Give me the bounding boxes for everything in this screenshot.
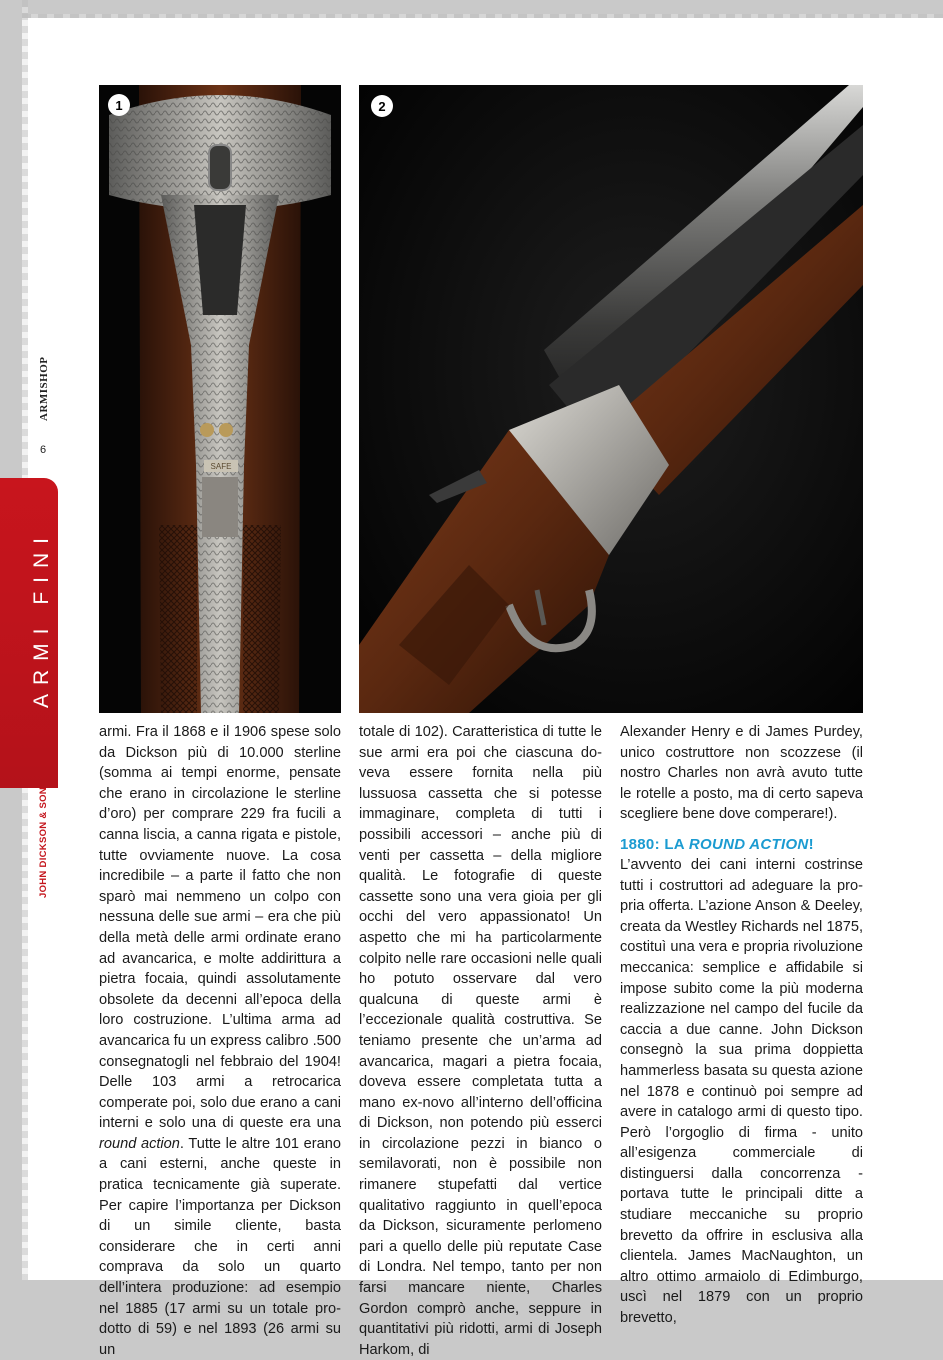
photo-number-1: 1 bbox=[108, 94, 130, 116]
section-label: ARMI FINI bbox=[30, 529, 53, 708]
col1-italic-term: round action bbox=[99, 1135, 180, 1152]
section-heading-round-action bbox=[620, 835, 863, 855]
heading-plain: 1880: LA bbox=[620, 835, 689, 853]
photo-gun-side bbox=[359, 85, 863, 713]
column-3-intro: Alexander Henry e di James Purdey, unico costruttore non scozzese (il nostro Charles non avrà avuto tutte le rotelle a posto, ma di certo sapeva scegliere bene dove comperare!). bbox=[620, 724, 863, 823]
article-column-2 bbox=[359, 722, 602, 1358]
page-number: 6 bbox=[40, 444, 47, 456]
article-column-3 bbox=[620, 722, 863, 1327]
col1-text-part-1: armi. Fra il 1868 e il 1906 spese solo da Dickson più di 10.000 sterline (somma ai tempi enorme, pensate che erano in circolazione le sterline d’oro) per comprare 229 fra fucili a canna liscia, a canna rigata e pistole, tutte ovviamente nuove. La cosa incredibile – a parte il fatto che non sparò mai nemmeno un colpo con nessuna delle sue armi – era che più della metà delle armi ordinate erano ad avancarica, e molte addirittura a pietra focaia, quindi assolutamente obsolete da decenni all’epoca della loro costruzione. L’ultima arma ad avancarica fu un express calibro .500 consegnatogli nel febbraio del 1904! Delle 103 armi a retrocarica comperate poi, solo due erano a cani interni e solo una di queste era una bbox=[99, 724, 341, 1132]
heading-italic: ROUND ACTION bbox=[688, 835, 809, 853]
safe-mark: SAFE bbox=[210, 462, 232, 471]
article-column-1 bbox=[99, 722, 341, 1358]
article-tag: JOHN DICKSON & SON bbox=[38, 787, 49, 898]
photo-gun-action-top bbox=[99, 85, 341, 713]
column-3-body: L’avvento dei cani interni costrinse tutti i costruttori ad adeguare la propria offerta. L’azione Anson & Deeley, creata da Westley Richards nel 1875, costituì una vera e propria rivoluzione meccanica: semplice e affidabile si impose subito come la più moderna realizzazione nel campo del fucile da caccia a due canne. John Dickson consegnò la sua prima doppietta hammerless basata su questa azione nel 1878 e continuò poi sempre ad avere in catalogo armi di questo tipo. Però l’orgoglio di firma - unito all’esigenza commerciale di distinguersi dalla concorrenza - portava tutte le principali ditte a studiare meccaniche su proprio brevetto da offrire in esclusiva alla clientela. James MacNaughton, un altro ottimo armaiolo di Edimburgo, uscì nel 1879 con un proprio brevetto, bbox=[620, 856, 863, 1327]
heading-end: ! bbox=[808, 835, 814, 853]
magazine-name: ARMISHOP bbox=[38, 356, 50, 421]
column-1-paragraph bbox=[99, 722, 341, 1360]
gun-side-illustration bbox=[359, 85, 863, 713]
gun-action-top-illustration bbox=[99, 85, 341, 713]
photo-number-2: 2 bbox=[371, 95, 393, 117]
col1-text-part-2: . Tutte le altre 101 erano a cani esterni, anche queste in pratica tecnicamente già superate. Per capire l’importanza per Dickson di un simile cliente, basta considerare che in certi anni comprava da solo un quarto dell’intera produzione: ad esempio nel 1885 (17 armi su un totale prodotto di 59) e nel 1893 (26 armi su un bbox=[99, 1135, 341, 1358]
column-2-paragraph: totale di 102). Caratteristica di tutte le sue armi era poi che ciascuna doveva essere fornita nella più lussuosa cassetta che si potesse immaginare, completa di tutti i possibili accessori – anche più di venti per cassetta – della migliore qualità. Le fotografie di queste cassette sono una vera gioia per gli occhi del vero appassionato! Un aspetto che mi ha particolarmente colpito nelle rare occasioni nelle quali ho potuto osservare dal vero qualcuna di queste armi è l’eccezionale qualità costruttiva. Se teniamo presente che un’arma ad avancarica, magari a pietra focaia, doveva essere completata tutta a mano ex-novo all’interno dell’officina di Dickson, non potendo più esserci in circolazione pezzi in bianco o semilavorati, non è possibile non rimanere stupefatti dal vertice qualitativo raggiunto in quell’epoca da Dickson, sicuramente perlomeno pari a quello delle più reputate Case di Londra. Nel tempo, tanto per non farsi mancare niente, Charles Gordon comprò anche, seppure in quantitativi più ridotti, armi di Joseph Harkom, di bbox=[359, 724, 602, 1358]
